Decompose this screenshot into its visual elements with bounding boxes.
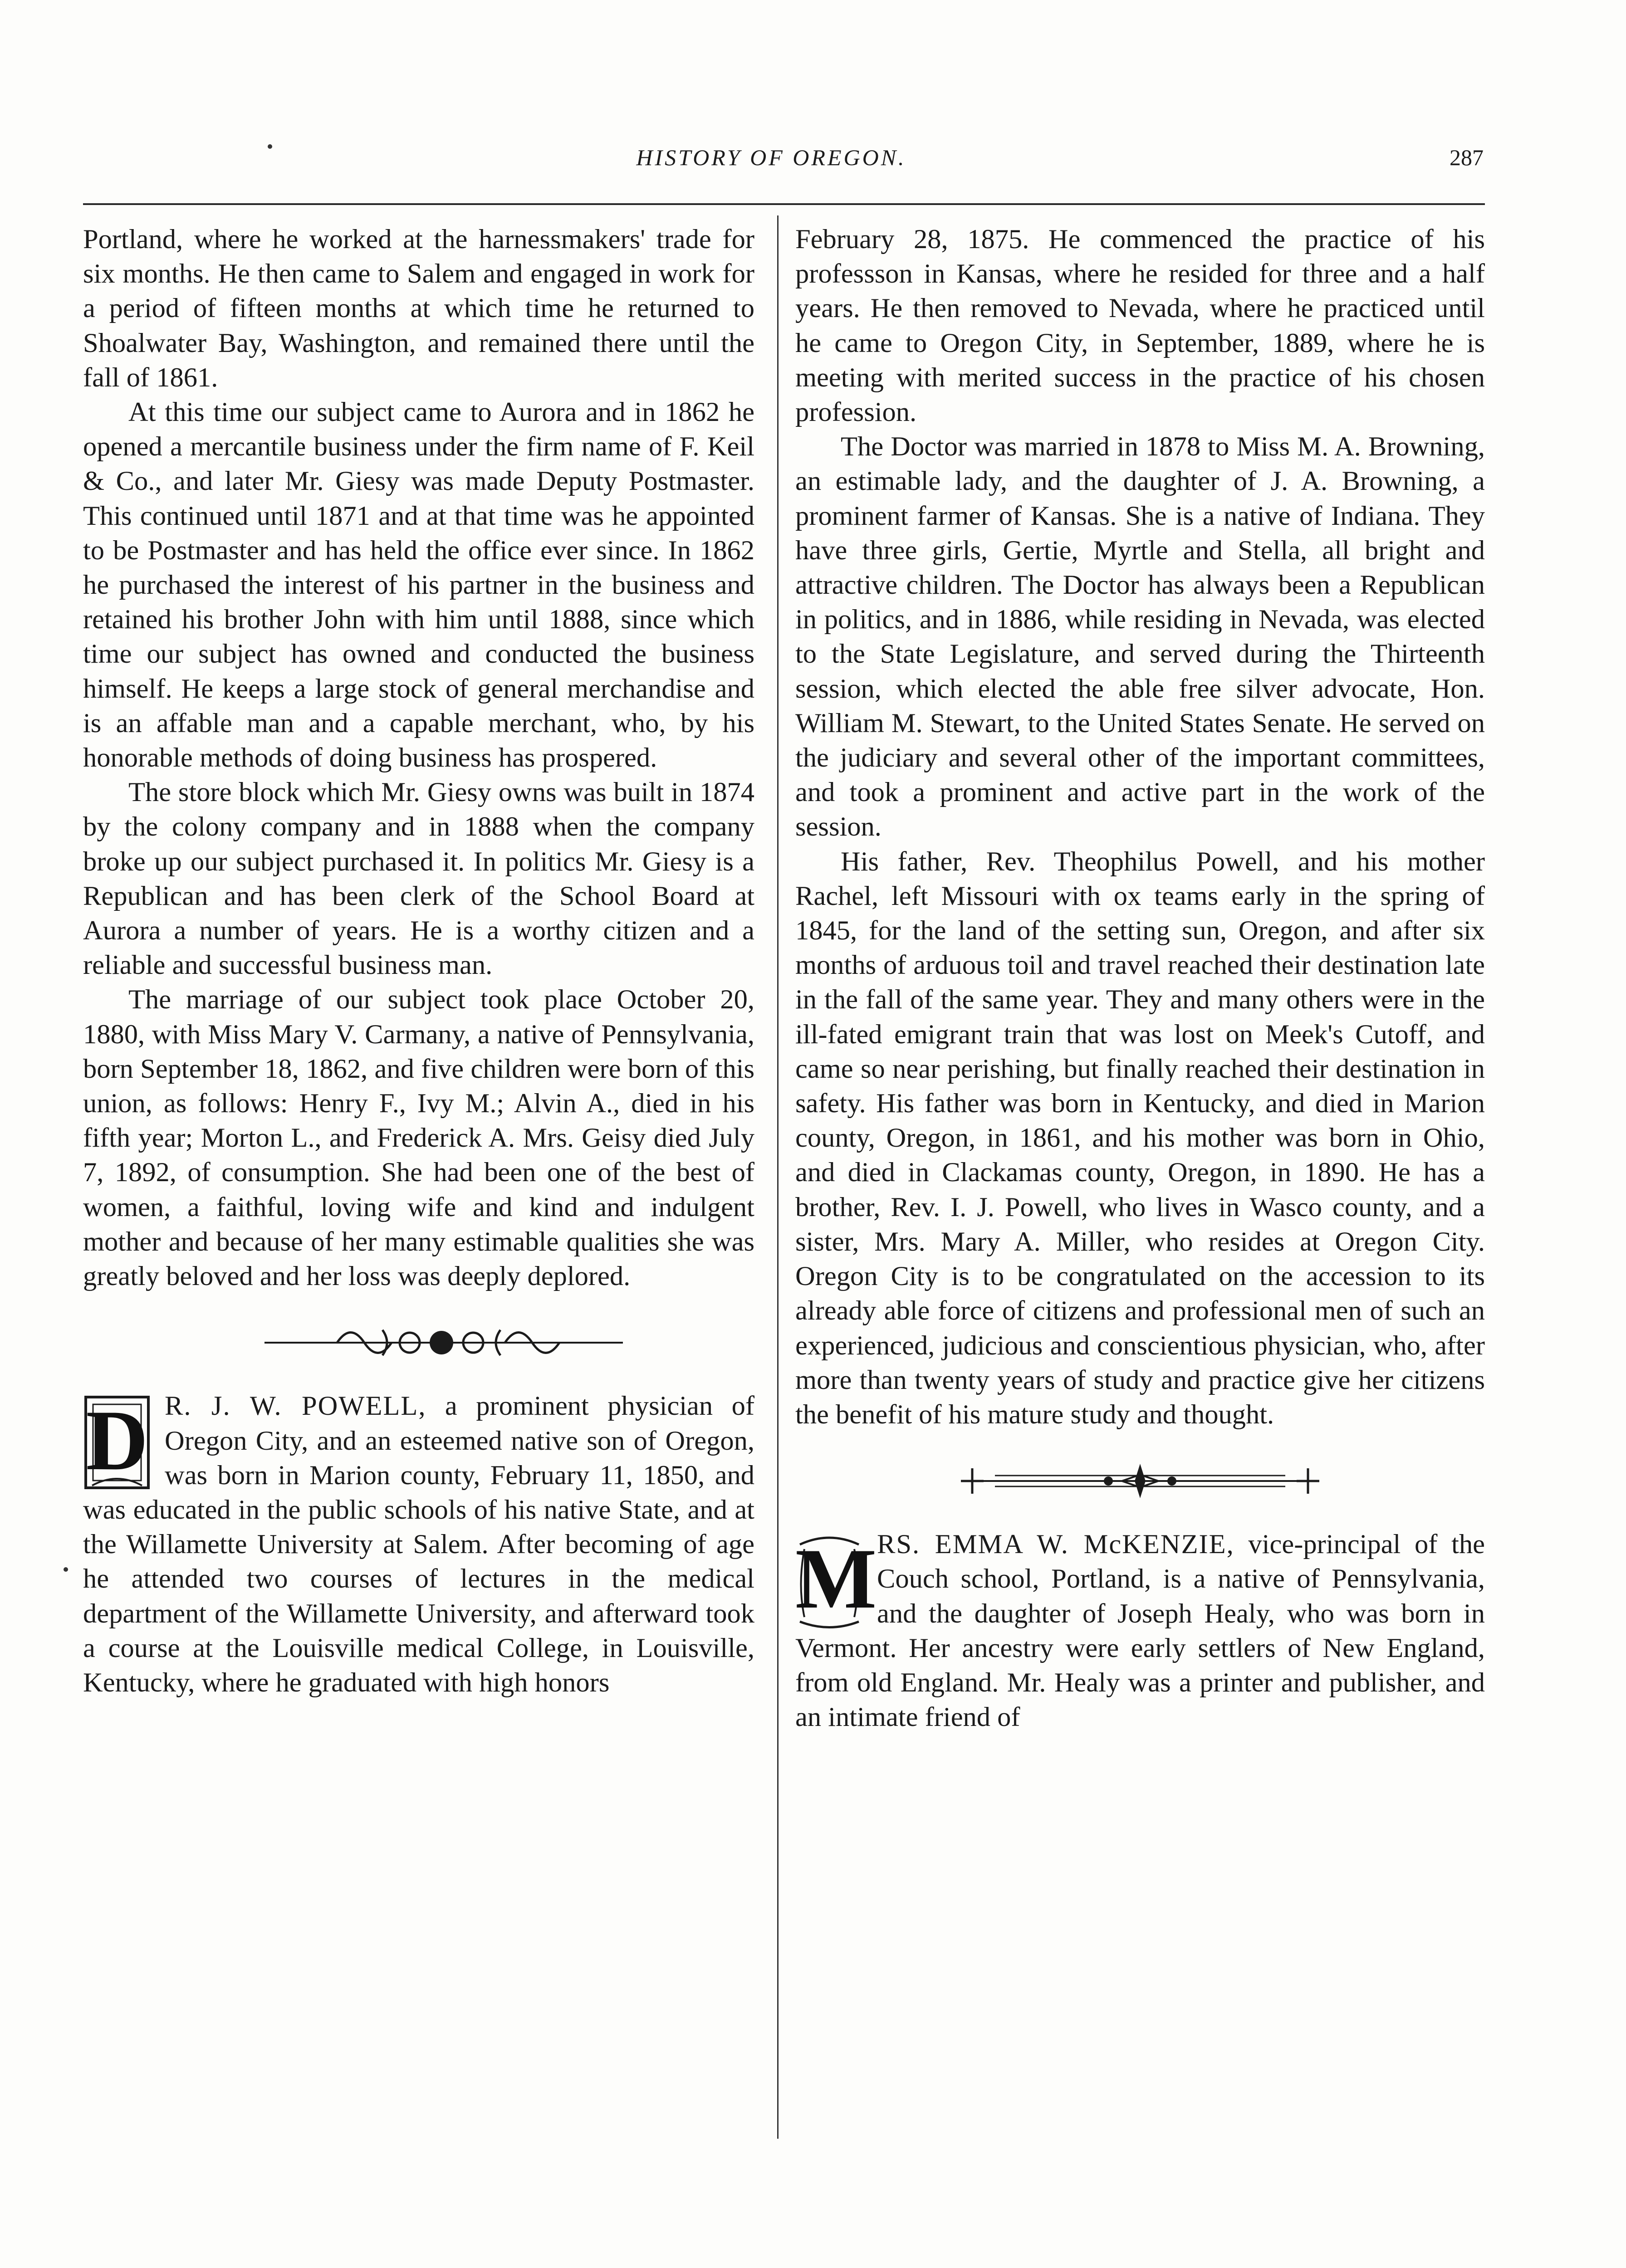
page-number: 287 [1450,145,1484,170]
print-speck [268,144,272,149]
left-column [83,222,754,1700]
powell-text: a prominent physician of Oregon City, and an esteemed native son of Oregon, was born in Marion county, February 11, 1850, and was educated in the public schools of his native State, and at the Willamette University at Salem. After becoming of age he attended two courses of lectures in the medical department of the Willamette University, and afterward took a course at the Louisville medical College, in Louisville, Kentucky, where he graduated with high honors [83,1391,754,1698]
paragraph-powell-marriage: The Doctor was married in 1878 to Miss M. A. Browning, an estimable lady, and the daughter of J. A. Browning, a prominent farmer of Kansas. She is a native of Indiana. They have three girls, Gertie, Myrtle and Stella, all bright and attractive children. The Doctor has always been a Republican in politics, and in 1886, while residing in Nevada, was elected to the State Legislature, and served during the Thirteenth session, which elected the able free silver advocate, Hon. William M. Stewart, to the United States Senate. He served on the judiciary and several other of the important committees, and took a prominent and active part in the work of the session. [795,431,1485,842]
drop-cap-letter: D [86,1393,148,1489]
paragraph-powell-parents: His father, Rev. Theophilus Powell, and his mother Rachel, left Missouri with ox teams early in the spring of 1845, for the land of the setting sun, Oregon, and after six months of arduous toil and travel reached their destination late in the fall of the same year. They and many others were in the ill-fated emigrant train that was lost on Meek's Cutoff, and came so near perishing, but finally reached their destination in safety. His father was born in Kentucky, and died in Marion county, Oregon, in 1861, and his mother was born in Ohio, and died in Clackamas county, Oregon, in 1890. He has a brother, Rev. I. J. Powell, who lives in Wasco county, and a sister, Mrs. Mary A. Miller, who resides at Oregon City. Oregon City is to be congratulated on the accession to its already able force of citizens and professional men of such an experienced, judicious and conscientious physician, who, after more than twenty years of study and practice give her citizens the benefit of his mature study and thought. [795,846,1485,1430]
print-speck [64,1567,68,1572]
mckenzie-name: RS. EMMA W. McKENZIE, [877,1529,1234,1560]
ornament-flourish-icon [83,1294,754,1389]
paragraph-giesy-marriage: The marriage of our subject took place October 20, 1880, with Miss Mary V. Carmany, a native of Pennsylvania, born September 18, 1862, and five children were born of this union, as follows: Henry F., Ivy M.; Alvin A., died in his fifth year; Morton L., and Frederick A. Mrs. Geisy died July 7, 1892, of consumption. She had been one of the best of women, a faithful, loving wife and kind and indulgent mother and because of her many estimable qualities she was greatly beloved and her loss was deeply deplored. [83,984,754,1292]
running-title: HISTORY OF OREGON. [636,145,906,170]
drop-cap-m [795,1531,877,1631]
ornament-flourish-icon [795,1432,1485,1527]
drop-cap-d [83,1393,151,1492]
header-rule [83,203,1485,205]
paragraph-giesy-business: At this time our subject came to Aurora and in 1862 he opened a mercantile business under the firm name of F. Keil & Co., and later Mr. Giesy was made Deputy Postmaster. This continued until 1871 and at that time was he appointed to be Postmaster and has held the office ever since. In 1862 he purchased the interest of his partner in the business and retained his brother John with him until 1888, since which time our subject has owned and conducted the business himself. He keeps a large stock of general merchandise and is an affable man and a capable merchant, who, by his honorable methods of doing business has prospered. [83,397,754,773]
paragraph-giesy-store: The store block which Mr. Giesy owns was built in 1874 by the colony company and in 1888 when the company broke up our subject purchased it. In politics Mr. Giesy is a Republican and has been clerk of the School Board at Aurora a number of years. He is a worthy citizen and a reliable and successful business man. [83,777,754,981]
paragraph-mckenzie-bio [795,1527,1485,1735]
section-ornament-right [795,1432,1485,1527]
drop-cap-letter: M [795,1531,877,1627]
mckenzie-text: vice-principal of the Couch school, Portland, is a native of Pennsylvania, and the daughter of Joseph Healy, who was born in Vermont. Her ancestry were early settlers of New England, from old England. Mr. Healy was a printer and publisher, and an intimate friend of [795,1529,1485,1733]
paragraph-powell-bio [83,1389,754,1700]
section-ornament-left [83,1294,754,1389]
paragraph-giesy-continued: Portland, where he worked at the harnessmakers' trade for six months. He then came to Salem and engaged in work for a period of fifteen months at which time he returned to Shoalwater Bay, Washington, and remained there until the fall of 1861. [83,224,754,393]
paragraph-powell-practice: February 28, 1875. He commenced the practice of his professson in Kansas, where he resided for three and a half years. He then removed to Nevada, where he practiced until he came to Oregon City, in September, 1889, where he is meeting with merited success in the practice of his chosen profession. [795,224,1485,428]
column-divider [777,215,779,2139]
powell-name: R. J. W. POWELL, [165,1391,426,1422]
right-column [795,222,1485,1735]
